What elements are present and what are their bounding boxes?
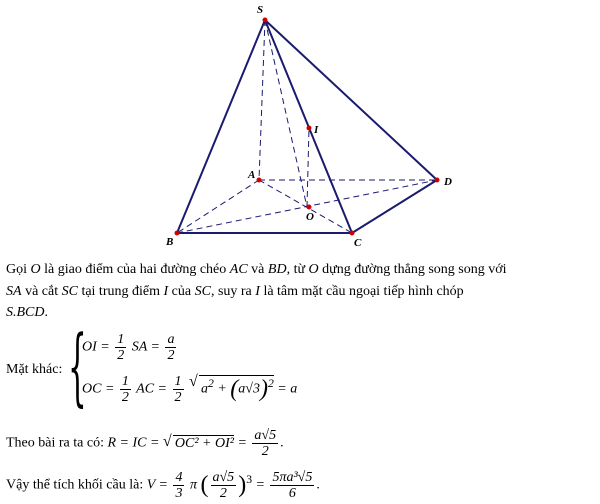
label-A: A: [248, 169, 256, 181]
volume-line: Vậy thể tích khối cầu là: V = $\frac{4}{3}$ π ( $\frac{a√5}{2}$ )$^3$ = $\frac{\text{5πa³√5}}{6}$ .: [6, 470, 320, 501]
math-SA: SA: [6, 284, 22, 299]
label-S: S: [257, 4, 264, 16]
label-C: C: [354, 237, 362, 249]
math-BD: BD: [267, 262, 287, 277]
text: , suy ra: [210, 284, 252, 299]
fraction-4-3: $\frac{4}{3}$: [175, 470, 183, 501]
fraction-half: $\frac{1}{2}$: [121, 374, 129, 405]
fraction-volume: $\frac{\text{5πa³√5}}{6}$: [272, 470, 313, 501]
edge-OI: [307, 128, 309, 207]
fraction-half: $\frac{1}{2}$: [174, 374, 182, 405]
edge-SO: [265, 20, 307, 207]
math-SC: SC: [61, 284, 78, 299]
label-D: D: [444, 176, 452, 188]
label-O: O: [306, 211, 314, 223]
math-O: O: [30, 262, 41, 277]
text: = a: [277, 381, 298, 397]
paragraph-line-3: [6, 305, 48, 321]
fraction-half: $\frac{1}{2}$: [117, 332, 125, 363]
edge-SD: [265, 20, 437, 180]
point-C: [350, 231, 355, 236]
text: Mặt khác:: [6, 362, 63, 377]
math: =: [237, 435, 247, 451]
math: =: [255, 477, 265, 493]
text: là giao điểm của hai đường chéo: [44, 262, 227, 277]
edge-CD: [352, 180, 437, 233]
paragraph-line-2: [6, 284, 464, 300]
math-SC: SC: [194, 284, 211, 299]
edge-SA: [259, 20, 265, 180]
point-S: [263, 18, 268, 23]
math-O: O: [308, 262, 319, 277]
point-A: [257, 178, 262, 183]
text: và cắt: [25, 284, 59, 299]
math-SBCD: S.BCD: [6, 305, 45, 320]
text: tại trung điểm: [81, 284, 160, 299]
text: của: [171, 284, 192, 299]
brace: {: [68, 317, 87, 415]
point-B: [175, 231, 180, 236]
fraction-a-2: $\frac{a}{2}$: [167, 332, 175, 363]
math-I: I: [163, 284, 169, 299]
equation-OI: [82, 332, 178, 363]
text: , từ: [286, 262, 306, 277]
text: dựng đường thẳng song song với: [322, 262, 507, 277]
text: Vậy thể tích khối cầu là:: [6, 477, 144, 493]
math: R = IC =: [107, 435, 160, 451]
text: .: [44, 305, 48, 320]
sqrt-radius: √ OC² + OI²: [173, 435, 234, 452]
radius-line: Theo bài ra ta có: R = IC = √ OC² + OI² = $\frac{a√5}{2}$ .: [6, 428, 284, 459]
pyramid-figure: [0, 0, 600, 250]
fraction-radius: $\frac{a√5}{2}$: [254, 428, 277, 459]
text: và: [251, 262, 265, 277]
point-I: [307, 126, 312, 131]
math-AC: AC: [229, 262, 248, 277]
point-D: [435, 178, 440, 183]
label-I: I: [314, 124, 319, 136]
text: OI =: [82, 339, 110, 355]
math-I: I: [255, 284, 260, 299]
math: V =: [146, 477, 168, 493]
text: Theo bài ra ta có:: [6, 435, 104, 451]
text: là tâm mặt cầu ngoại tiếp hình chóp: [263, 284, 464, 299]
sqrt-expression: √ $a^2 + (a√3)^2$: [199, 375, 274, 403]
label-B: B: [166, 236, 174, 248]
math-pi: π: [189, 477, 197, 493]
point-O: [307, 205, 312, 210]
fraction-inner: $\frac{a√5}{2}$: [212, 470, 235, 501]
text: Gọi: [6, 262, 27, 277]
edge-SB: [177, 20, 265, 233]
text: OC =: [82, 381, 115, 397]
paragraph-line-1: [6, 262, 507, 278]
text: SA =: [131, 339, 160, 355]
equation-system: [68, 317, 352, 415]
mat-khac-label: [6, 362, 62, 378]
equation-OC: [82, 374, 297, 405]
text: AC =: [136, 381, 167, 397]
